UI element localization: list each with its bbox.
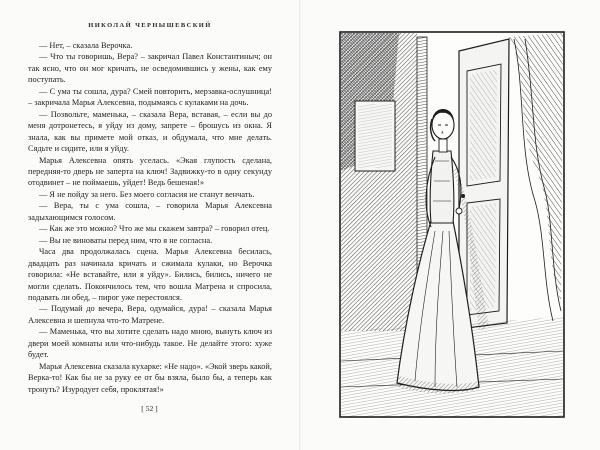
paragraph: Марья Алексевна опять уселась. «Экая глупость сделана, передняя-то дверь не заперта на ключ! Задвижку-то в одну секунду отодвинет – не поймаешь, уйдет! Ведь бешеная!» [28, 155, 272, 188]
paragraph: — С ума ты сошла, дура? Смей повторить, мерзавка-ослушница! – закричала Марья Алексевна, подымаясь с кулаками на дочь. [28, 86, 272, 108]
paragraph: — Маменька, что вы хотите сделать надо мною, вынуть ключ из двери моей комнаты или что-нибудь такое. Не делайте этого: хуже будет. [28, 327, 272, 360]
paragraph: — Вы не виноваты перед ним, что я не согласна. [39, 235, 213, 245]
paragraph: — Что ты говоришь, Вера? – закричал Павел Константиныч; он так ясно, что он мог кричать, не осведомившись у жены, как ему поступать. [28, 52, 272, 85]
running-head: НИКОЛАЙ ЧЕРНЫШЕВСКИЙ [88, 22, 212, 29]
illustration [339, 31, 565, 418]
paragraph: — Подумай до вечера, Вера, одумайся, дура! – сказала Марья Алексевна и шепнула что-то Матрене. [28, 304, 272, 325]
illustration-drawing [339, 31, 565, 418]
paragraph: — Вера, ты с ума сошла, – говорила Марья Алексевна задыхающимся голосом. [28, 201, 272, 222]
text-block [28, 40, 272, 395]
paragraph: — Нет, – сказала Верочка. [39, 41, 133, 50]
paragraph: — Позвольте, маменька, – сказала Вера, вставая, – если вы до меня дотронетесь, я уйду из дому, запрете – брошусь из окна. Я знала, как вы примете мой отказ, и обдумала, что мне делать. Сядьте и сидите, или я уйду. [28, 109, 272, 154]
paragraph: — Я не пойду за него. Без моего согласия не станут венчать. [39, 189, 255, 199]
right-page [301, 0, 600, 450]
left-page [0, 0, 299, 450]
paragraph: Часа два продолжалась сцена. Марья Алексевна бесилась, двадцать раз начинала кричать и сжимала кулаки, но Верочка говорила: «Не вставайте, или я уйду». Бились, бились, ничего не могли сделать. Покончилось тем, что вошла Матрена и спросила, подавать ли обед, – пирог уже перестоялся. [28, 247, 272, 302]
paragraph: — Как же это можно? Что же мы скажем завтра? – говорил отец. [39, 224, 270, 234]
page-number: [ 52 ] [141, 404, 158, 413]
paragraph: Марья Алексевна сказала кухарке: «Не надо». «Экой зверь какой, Верка-то! Как бы не за руку ее от бы взяла, было бы, а теперь как тронуть? Изуродует себя, проклятая!» [28, 361, 272, 394]
